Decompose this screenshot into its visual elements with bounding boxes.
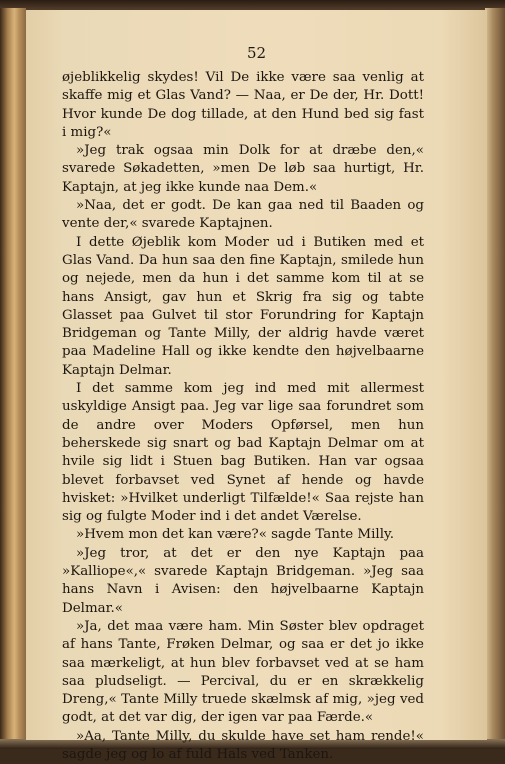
paragraph-4: I dette Øjeblik kom Moder ud i Butiken med et Glas Vand. Da hun saa den fine Kaptajn, smilede hun og nejede, men da hun i det samme kom til at se hans Ansigt, gav hun et Skrig fra sig og tabte Glasset paa Gulvet til stor Forundring for Kaptajn Bridgeman og Tante Milly, der aldrig havde været paa Madeline Hall og ikke kendte den højvelbaarne Kaptajn Delmar.	[62, 234, 424, 378]
right-page-edge	[485, 8, 505, 743]
paragraph-6: »Hvem mon det kan være?« sagde Tante Milly.	[76, 527, 395, 543]
paragraph-2: »Jeg trak ogsaa min Dolk for at dræbe den,« svarede Søkadetten, »men De løb saa hurtigt, Hr. Kaptajn, at jeg ikke kunde naa Dem.«	[62, 143, 424, 195]
paragraph-9: »Aa, Tante Milly, du skulde have set ham rende!« sagde jeg og lo af fuld Hals ved Tanken.	[62, 728, 424, 762]
book-spine-gutter	[0, 8, 26, 743]
paragraph-7: »Jeg tror, at det er den nye Kaptajn paa »Kalliope«,« svarede Kaptajn Bridgeman. »Jeg saa hans Navn i Avisen: den højvelbaarne Kaptajn Delmar.«	[62, 545, 424, 616]
paragraph-1: øjeblikkelig skydes! Vil De ikke være saa venlig at skaffe mig et Glas Vand? — Naa, er De der, Hr. Dott! Hvor kunde De dog tillade, at den Hund bed sig fast i mig?«	[62, 70, 424, 140]
page-number: 52	[246, 44, 267, 62]
paragraph-8: »Ja, det maa være ham. Min Søster blev opdraget af hans Tante, Frøken Delmar, og saa er det jo ikke saa mærkeligt, at hun blev forbavset ved at se ham saa pludseligt. — Percival, du er en skrækkelig Dreng,« Tante Milly truede skælmsk af mig, »jeg ved godt, at det var dig, der igen var paa Færde.«	[62, 618, 424, 726]
paragraph-3: »Naa, det er godt. De kan gaa ned til Baaden og vente der,« svarede Kaptajnen.	[62, 198, 424, 232]
body-text	[62, 69, 424, 764]
paragraph-5: I det samme kom jeg ind med mit allermest uskyldige Ansigt paa. Jeg var lige saa forundret som de andre over Moders Opførsel, men hun beherskede sig snart og bad Kaptajn Delmar om at hvile sig lidt i Stuen bag Butiken. Han var ogsaa blevet forbavset ved Synet af hende og havde hvisket: »Hvilket underligt Tilfælde!« Saa rejste han sig og fulgte Moder ind i det andet Værelse.	[62, 381, 424, 525]
